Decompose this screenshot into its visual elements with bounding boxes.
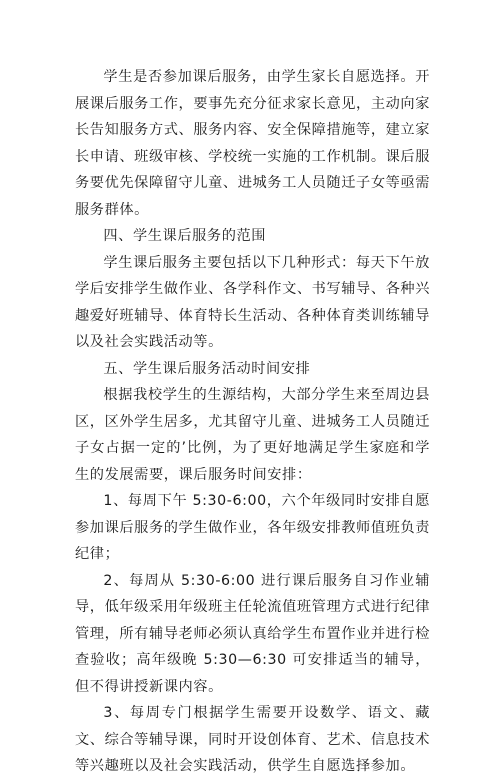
paragraph-schedule-item-2: 2、每周从 5:30-6:00 进行课后服务自习作业辅导，低年级采用年级班主任轮流值班管理方式进行纪律管理，所有辅导老师必须认真给学生布置作业并进行检查验收；高年级晚 5:30—6:30 可安排适当的辅导，但不得讲授新课内容。 — [75, 572, 430, 695]
paragraph-student-source: 根据我校学生的生源结构，大部分学生来至周边县区，区外学生居多，尤其留守儿童、进城务工人员随迁子女占据一定的’比例，为了更好地满足学生家庭和学生的发展需要，课后服务时间安排： — [75, 387, 430, 483]
paragraph-service-forms: 学生课后服务主要包括以下几种形式：每天下午放学后安排学生做作业、各学科作文、书写辅导、各种兴趣爱好班辅导、体育特长生活动、各种体育类训练辅导以及社会实践活动等。 — [75, 254, 430, 350]
section-heading-scope: 四、学生课后服务的范围 — [103, 228, 267, 244]
paragraph-service-choice: 学生是否参加课后服务，由学生家长自愿选择。开展课后服务工作，要事先充分征求家长意见，主动向家长告知服务方式、服务内容、安全保障措施等，建立家长申请、班级审核、学校统一实施的工作机制。课后服务要优先保障留守儿童、进城务工人员随迁子女等亟需服务群体。 — [75, 69, 430, 218]
section-heading-schedule: 五、学生课后服务活动时间安排 — [103, 360, 311, 377]
paragraph-schedule-item-1: 1、每周下午 5:30-6:00，六个年级同时安排自愿参加课后服务的学生做作业，各年级安排教师值班负责纪律； — [75, 493, 430, 562]
document-body — [75, 64, 430, 780]
paragraph-schedule-item-3: 3、每周专门根据学生需要开设数学、语文、藏文、综合等辅导课，同时开设创体育、艺术、信息技术等兴趣班以及社会实践活动，供学生自愿选择参加。 — [75, 705, 430, 774]
